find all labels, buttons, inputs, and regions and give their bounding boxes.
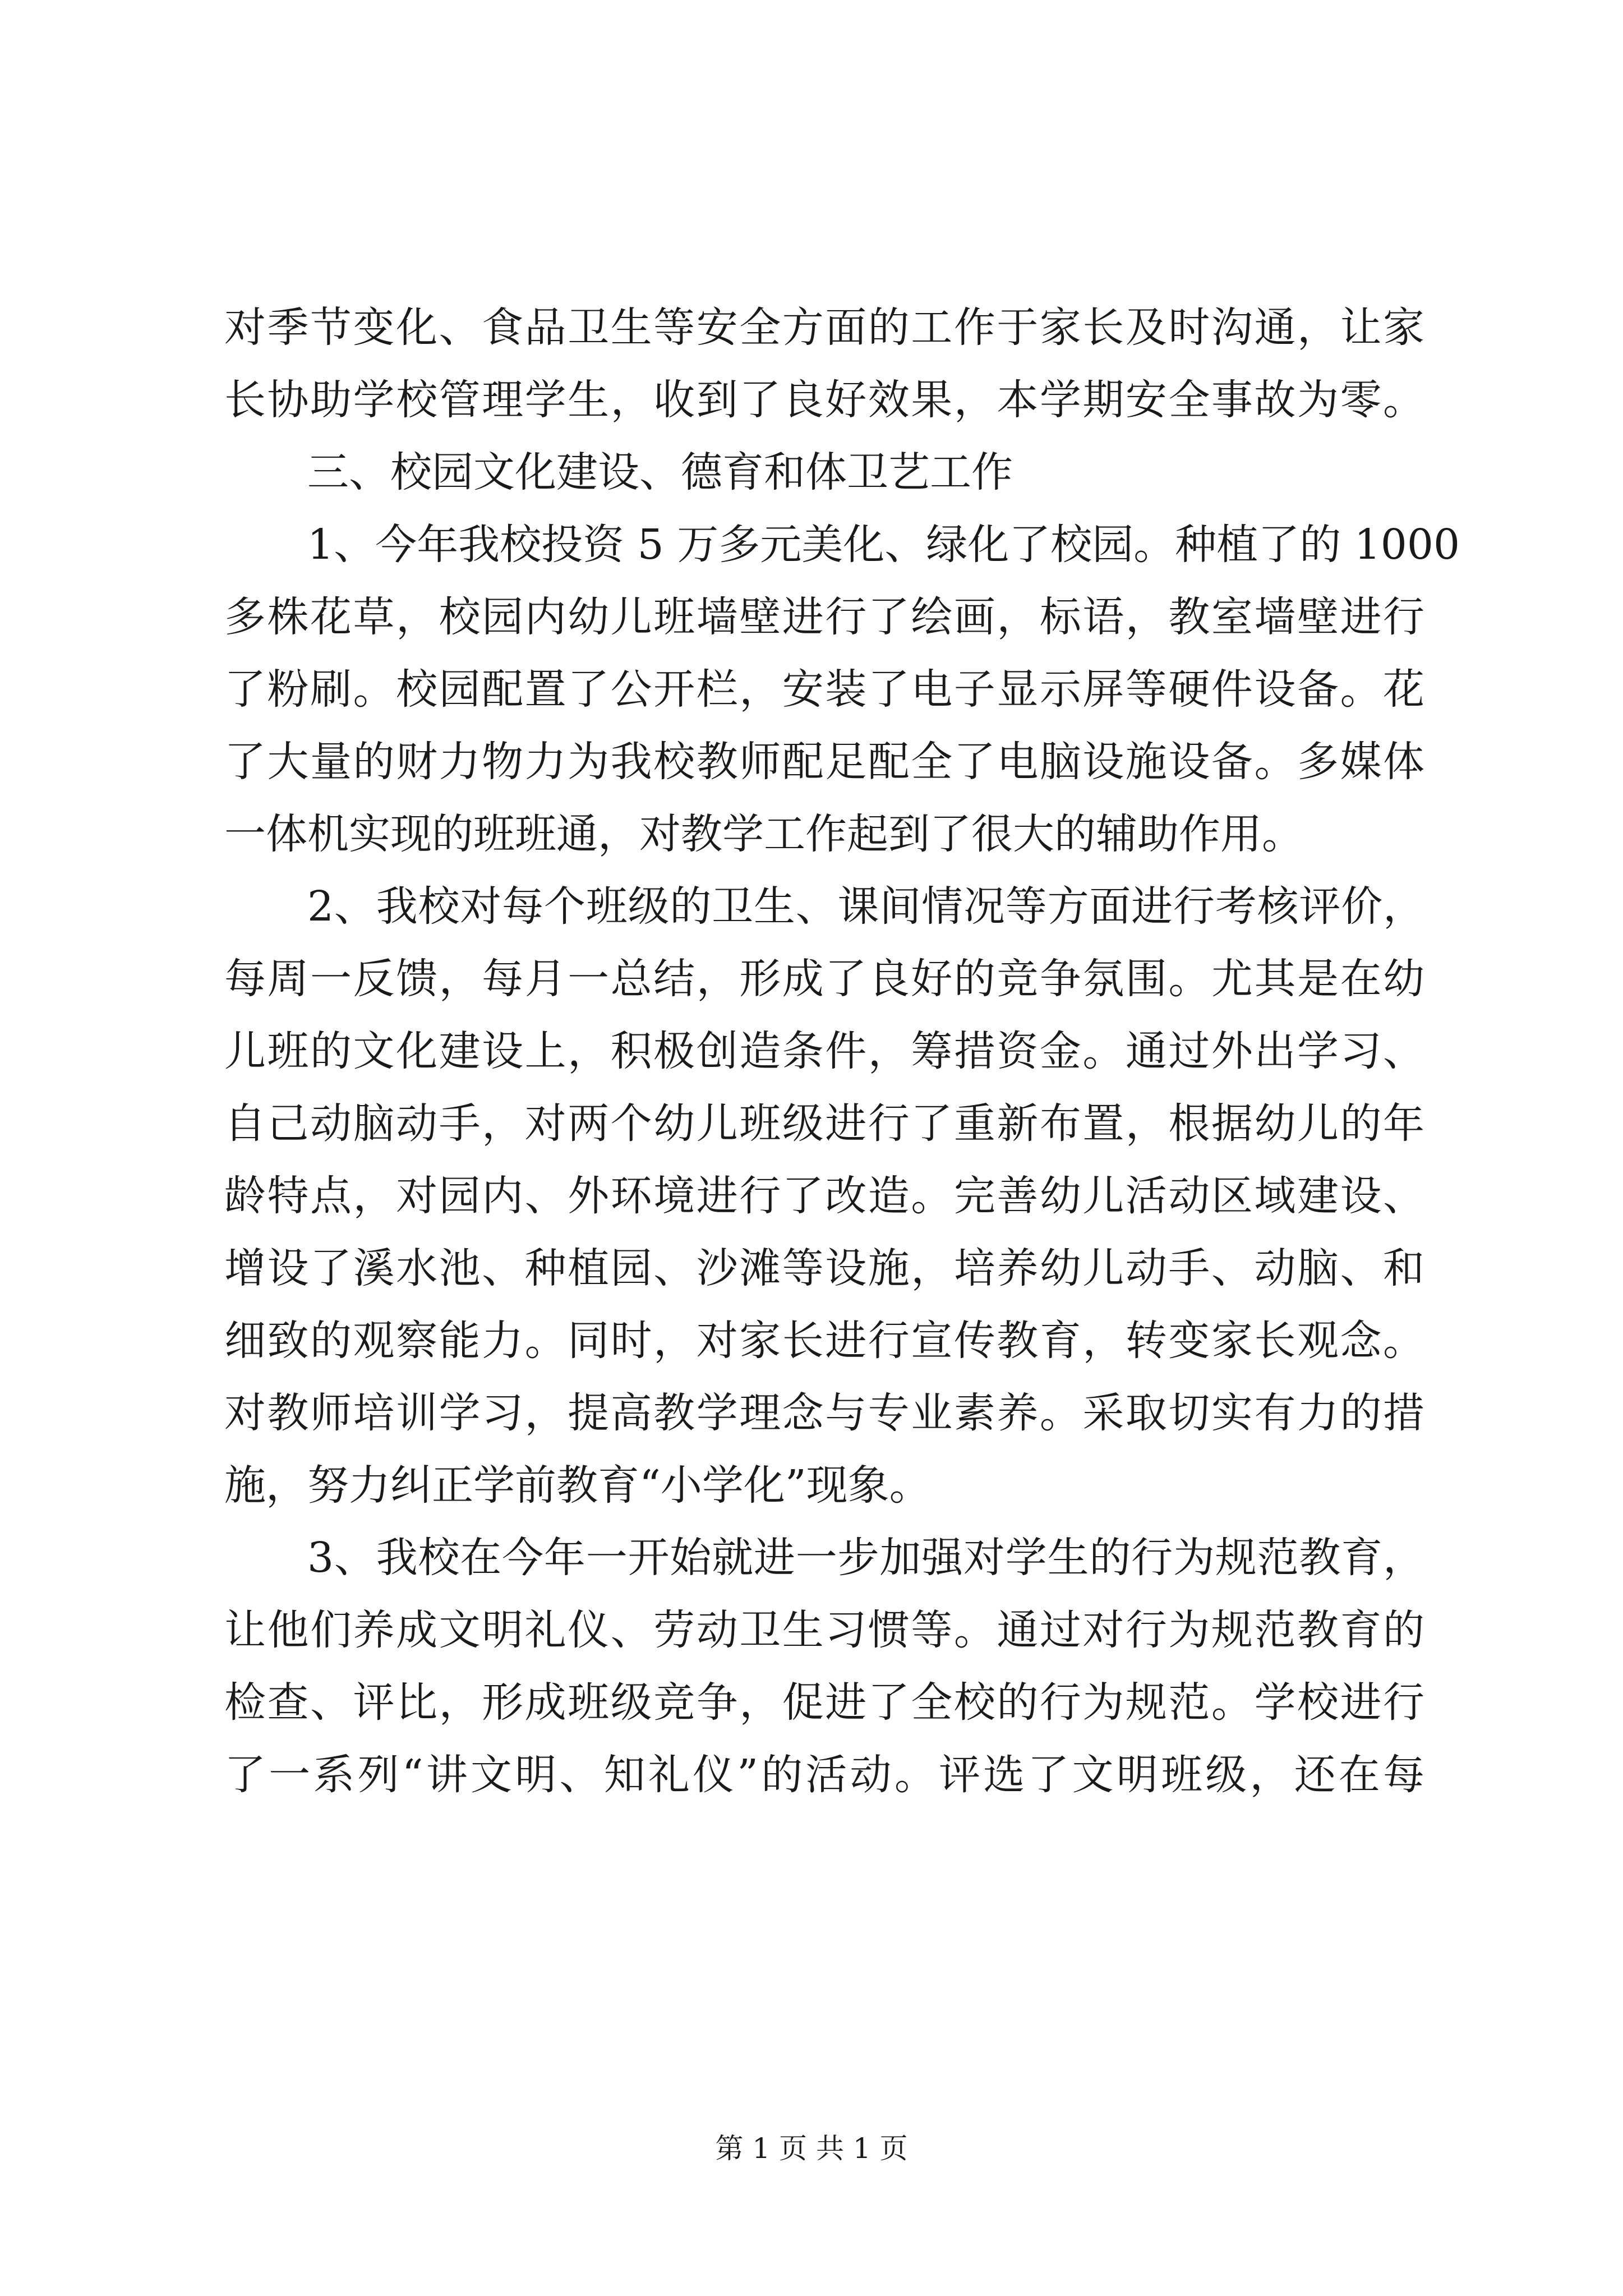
page-number-footer: 第 1 页 共 1 页 [715,2132,908,2165]
text-line: 对教师培训学习，提高教学理念与专业素养。采取切实有力的措 [224,1389,1424,1437]
text-line: 自己动脑动手，对两个幼儿班级进行了重新布置，根据幼儿的年 [224,1099,1424,1148]
text-line: 施，努力纠正学前教育“小学化”现象。 [224,1461,931,1510]
text-line: 龄特点，对园内、外环境进行了改造。完善幼儿活动区域建设、 [224,1172,1424,1220]
text-line: 2、我校对每个班级的卫生、课间情况等方面进行考核评价， [307,882,1424,931]
text-line: 儿班的文化建设上，积极创造条件，筹措资金。通过外出学习、 [224,1027,1424,1075]
document-body [224,292,1460,1811]
text-line: 多株花草，校园内幼儿班墙壁进行了绘画，标语，教室墙壁进行 [224,593,1424,641]
text-line: 让他们养成文明礼仪、劳动卫生习惯等。通过对行为规范教育的 [224,1606,1424,1654]
text-line: 1、今年我校投资 5 万多元美化、绿化了校园。种植了的 1000 [307,521,1460,569]
text-line: 了粉刷。校园配置了公开栏，安装了电子显示屏等硬件设备。花 [224,665,1424,714]
text-line: 一体机实现的班班通，对教学工作起到了很大的辅助作用。 [224,810,1303,858]
text-line: 每周一反馈，每月一总结，形成了良好的竞争氛围。尤其是在幼 [224,955,1424,1003]
section-heading: 三、校园文化建设、德育和体卫艺工作 [307,448,1013,496]
text-line: 长协助学校管理学生，收到了良好效果，本学期安全事故为零。 [224,376,1424,424]
text-line: 增设了溪水池、种植园、沙滩等设施，培养幼儿动手、动脑、和 [224,1244,1424,1292]
text-line: 3、我校在今年一开始就进一步加强对学生的行为规范教育， [307,1534,1424,1582]
text-line: 检查、评比，形成班级竞争，促进了全校的行为规范。学校进行 [224,1678,1424,1727]
text-line: 对季节变化、食品卫生等安全方面的工作于家长及时沟通，让家 [224,303,1424,352]
text-line: 细致的观察能力。同时，对家长进行宣传教育，转变家长观念。 [224,1317,1424,1365]
text-line: 了大量的财力物力为我校教师配足配全了电脑设施设备。多媒体 [224,738,1424,786]
text-line: 了一系列“讲文明、知礼仪”的活动。评选了文明班级，还在每 [224,1751,1424,1799]
